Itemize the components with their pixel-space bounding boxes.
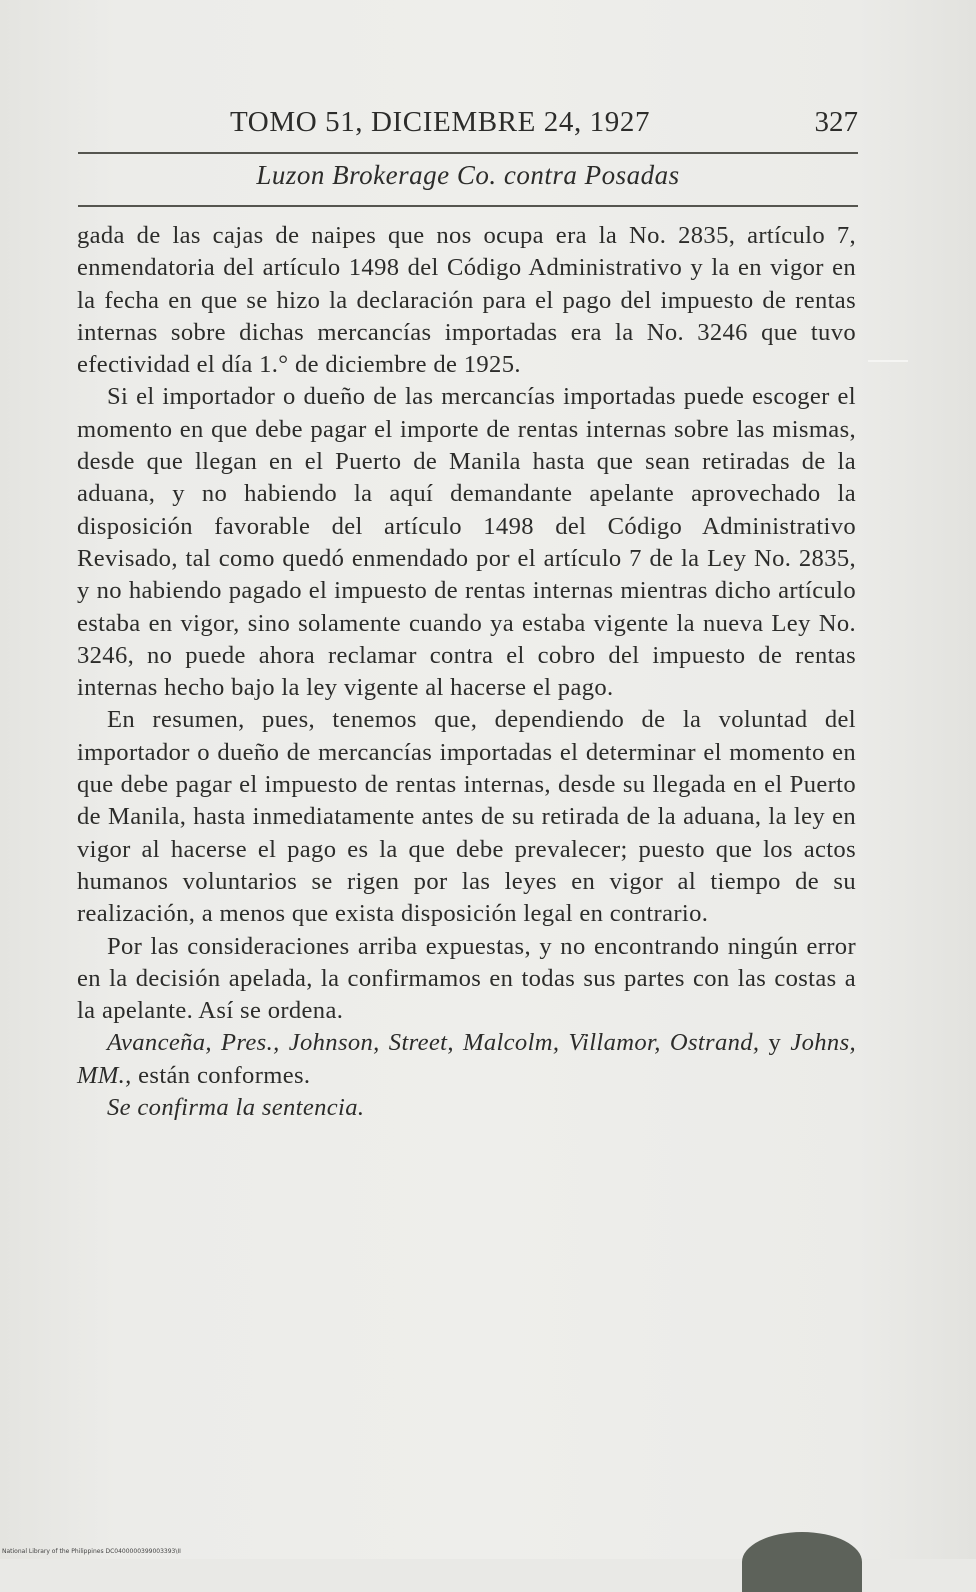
concurrence-line — [77, 1027, 856, 1092]
concurrence-mm: Johns, MM., — [77, 1029, 856, 1089]
header-rule-top — [78, 152, 858, 154]
concurrence-conjunction: y — [759, 1029, 791, 1057]
paragraph-summary: En resumen, pues, tenemos que, dependiendo de la voluntad del importador o dueño de mercancías importadas el determinar el momento en que debe pagar el impuesto de rentas internas, desde su llegada en el Puerto de Manila, hasta inmediatamente antes de su retirada de la aduana, la ley en vigor al hacerse el pago es la que debe prevalecer; puesto que los actos humanos voluntarios se rigen por las leyes en vigor al tiempo de su realización, a menos que exista disposición legal en contrario. — [77, 706, 856, 928]
scan-credit: National Library of the Philippines DC0400000399003393\II — [2, 1548, 181, 1555]
paragraph-continued: gada de las cajas de naipes que nos ocupa era la No. 2835, artículo 7, enmendatoria del artículo 1498 del Código Administrativo y la en vigor en la fecha en que se hizo la declaración para el pago del impuesto de rentas internas sobre dichas mercancías importadas era la No. 3246 que tuvo efectividad el día 1.° de diciembre de 1925. — [77, 222, 856, 379]
case-title: Luzon Brokerage Co. contra Posadas — [256, 160, 680, 190]
scan-speck — [868, 360, 908, 362]
running-title: TOMO 51, DICIEMBRE 24, 1927 — [230, 106, 651, 138]
page-number: 327 — [814, 106, 858, 138]
header-rule-bottom — [78, 205, 858, 207]
concurrence-tail: están conformes. — [131, 1061, 311, 1089]
paragraph-ruling: Por las consideraciones arriba expuestas, y no encontrando ningún error en la decisión apelada, la confirmamos en todas sus partes con las costas a la apelante. Así se ordena. — [77, 932, 856, 1025]
disposition: Se confirma la sentencia. — [107, 1094, 365, 1122]
concurrence-justices: Avanceña, Pres., Johnson, Street, Malcolm, Villamor, Ostrand, — [107, 1029, 760, 1057]
body-text — [77, 220, 856, 1124]
running-header — [78, 106, 858, 146]
scan-thumb-shadow — [742, 1532, 862, 1592]
paragraph-importer-choice: Si el importador o dueño de las mercancías importadas puede escoger el momento en que debe pagar el importe de rentas internas sobre las mismas, desde que llegan en el Puerto de Manila hasta que sean retiradas de la aduana, y no habiendo la aquí demandante apelante aprovechado la disposición favorable del artículo 1498 del Código Administrativo Revisado, tal como quedó enmendado por el artículo 7 de la Ley No. 2835, y no habiendo pagado el impuesto de rentas internas mientras dicho artículo estaba en vigor, sino solamente cuando ya estaba vigente la nueva Ley No. 3246, no puede ahora reclamar contra el cobro del impuesto de rentas internas hecho bajo la ley vigente al hacerse el pago. — [77, 383, 856, 702]
